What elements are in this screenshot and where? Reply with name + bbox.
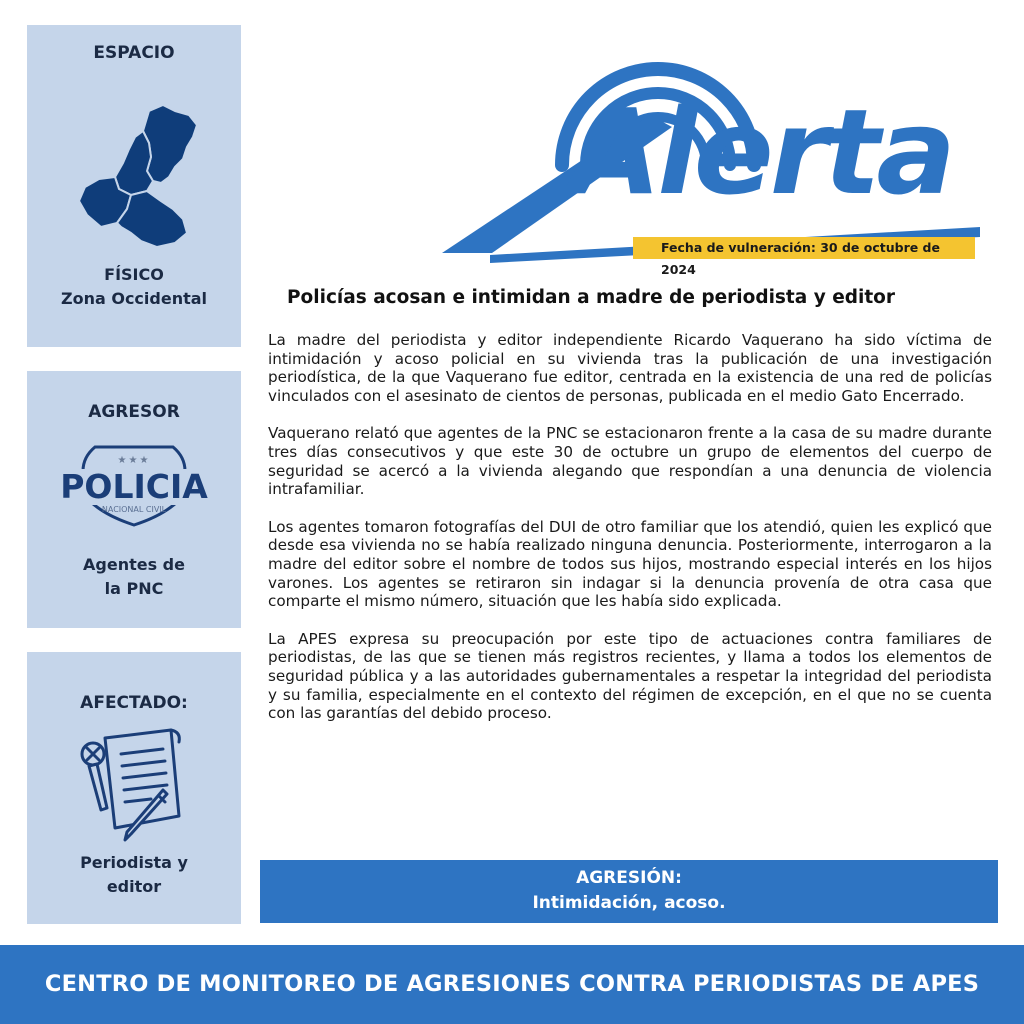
espacio-title: ESPACIO	[93, 43, 175, 63]
microphone-document-icon	[75, 724, 195, 844]
panel-espacio	[27, 25, 241, 347]
article-paragraph: La APES expresa su preocupación por este tipo de actuaciones contra familiares de periodistas, de las que se tienen más registros recientes, y llama a todos los elementos de seguridad pública y a las autoridades gubernamentales a respetar la integridad del periodista y su familia, especialmente en el contexto del régimen de excepción, en el que no se cuenta con las garantías del debido proceso.	[268, 629, 992, 723]
panel-afectado	[27, 652, 241, 924]
agresion-label: AGRESIÓN:	[576, 868, 682, 888]
afectado-title: AFECTADO:	[80, 693, 188, 713]
alerta-logo	[440, 15, 1000, 275]
article-body	[268, 331, 992, 742]
afectado-subtitle-1: Periodista y	[80, 853, 188, 872]
agresor-subtitle-2: la PNC	[104, 579, 164, 598]
alerta-logo-text: Alerta	[570, 83, 953, 221]
espacio-subtitle-1: FÍSICO	[104, 265, 164, 284]
policia-logo-word: POLICIA	[45, 469, 223, 505]
article-paragraph: Vaquerano relató que agentes de la PNC se estacionaron frente a la casa de su madre durante tres días consecutivos y que este 30 de octubre un grupo de elementos del cuerpo de seguridad se acercó a la vivienda alegando que respondían a una denuncia de violencia intrafamiliar.	[268, 424, 992, 499]
map-icon	[57, 97, 217, 267]
agresor-title: AGRESOR	[88, 402, 180, 422]
footer-banner: CENTRO DE MONITOREO DE AGRESIONES CONTRA PERIODISTAS DE APES	[0, 945, 1024, 1024]
agresion-box	[260, 860, 998, 923]
policia-logo	[53, 443, 215, 529]
policia-logo-stars: ★★★	[117, 455, 151, 466]
agresor-subtitle-1: Agentes de	[83, 555, 185, 574]
espacio-subtitle-2: Zona Occidental	[60, 289, 208, 308]
afectado-subtitle-2: editor	[106, 877, 162, 896]
policia-logo-subword: NACIONAL CIVIL	[101, 505, 167, 514]
fecha-vulneracion: Fecha de vulneración: 30 de octubre de 2024	[633, 237, 975, 259]
article-paragraph: La madre del periodista y editor independiente Ricardo Vaquerano ha sido víctima de intimidación y acoso policial en su vivienda tras la publicación de una investigación periodística, de la que Vaquerano fue editor, centrada en la existencia de una red de policías vinculados con el asesinato de cientos de personas, publicada en el medio Gato Encerrado.	[268, 331, 992, 406]
agresion-value: Intimidación, acoso.	[532, 893, 726, 913]
panel-agresor	[27, 371, 241, 628]
article-paragraph: Los agentes tomaron fotografías del DUI de otro familiar que los atendió, quien les explicó que desde esa vivienda no se había realizado ninguna denuncia. Posteriormente, interrogaron a la madre del editor sobre el nombre de todos sus hijos, mostrando especial interés en los hijos varones. Los agentes se retiraron sin indagar si la denuncia provenía de otra casa que comparte el mismo número, situación que les había sido explicada.	[268, 517, 992, 611]
article-headline: Policías acosan e intimidan a madre de periodista y editor	[287, 287, 896, 308]
